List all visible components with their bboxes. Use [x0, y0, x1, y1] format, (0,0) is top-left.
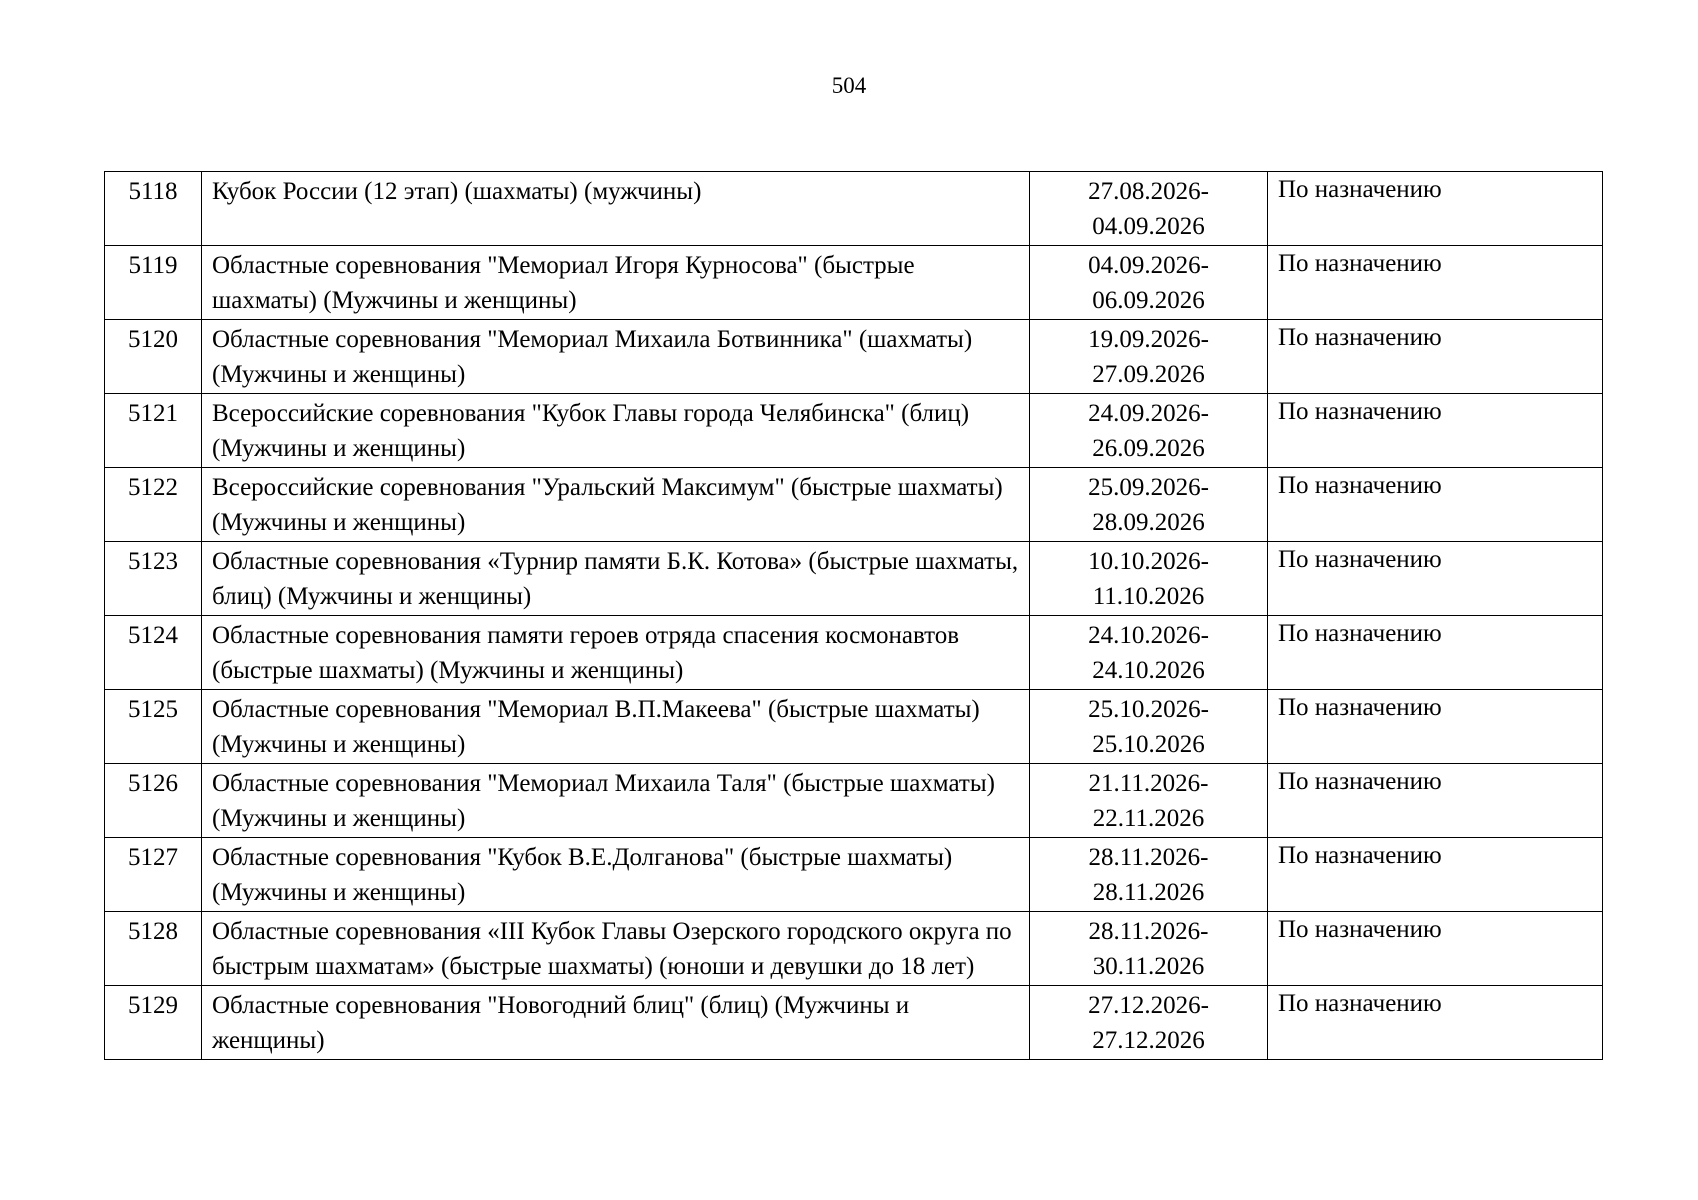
event-responsible: По назначению — [1268, 172, 1603, 246]
event-name: Всероссийские соревнования "Кубок Главы города Челябинска" (блиц) (Мужчины и женщины) — [202, 394, 1030, 468]
date-start: 27.08.2026- — [1088, 178, 1209, 205]
date-end: 24.10.2026 — [1092, 657, 1205, 684]
date-start: 24.10.2026- — [1088, 622, 1209, 649]
event-responsible: По назначению — [1268, 468, 1603, 542]
table-row — [105, 764, 1603, 838]
date-start: 25.09.2026- — [1088, 474, 1209, 501]
event-responsible: По назначению — [1268, 912, 1603, 986]
table-row — [105, 246, 1603, 320]
row-number: 5128 — [105, 912, 202, 986]
event-dates — [1030, 542, 1268, 616]
event-name: Областные соревнования "Новогодний блиц" (блиц) (Мужчины и женщины) — [202, 986, 1030, 1060]
event-responsible: По назначению — [1268, 394, 1603, 468]
event-name: Областные соревнования памяти героев отряда спасения космонавтов (быстрые шахматы) (Мужчины и женщины) — [202, 616, 1030, 690]
date-start: 28.11.2026- — [1088, 918, 1209, 945]
event-dates — [1030, 912, 1268, 986]
event-name: Областные соревнования "Кубок В.Е.Долганова" (быстрые шахматы) (Мужчины и женщины) — [202, 838, 1030, 912]
event-dates — [1030, 764, 1268, 838]
event-responsible: По назначению — [1268, 838, 1603, 912]
event-name: Областные соревнования "Мемориал Михаила Таля" (быстрые шахматы) (Мужчины и женщины) — [202, 764, 1030, 838]
table-row — [105, 394, 1603, 468]
event-name: Областные соревнования "Мемориал Игоря Курносова" (быстрые шахматы) (Мужчины и женщины) — [202, 246, 1030, 320]
row-number: 5120 — [105, 320, 202, 394]
date-end: 06.09.2026 — [1092, 287, 1205, 314]
event-responsible: По назначению — [1268, 320, 1603, 394]
event-dates — [1030, 172, 1268, 246]
date-start: 25.10.2026- — [1088, 696, 1209, 723]
row-number: 5127 — [105, 838, 202, 912]
event-name: Областные соревнования "Мемориал Михаила Ботвинника" (шахматы) (Мужчины и женщины) — [202, 320, 1030, 394]
table-row — [105, 616, 1603, 690]
event-name: Областные соревнования «III Кубок Главы Озерского городского округа по быстрым шахматам» (быстрые шахматы) (юноши и девушки до 18 лет) — [202, 912, 1030, 986]
date-start: 24.09.2026- — [1088, 400, 1209, 427]
row-number: 5124 — [105, 616, 202, 690]
date-end: 11.10.2026 — [1092, 583, 1205, 610]
date-start: 21.11.2026- — [1088, 770, 1209, 797]
date-start: 04.09.2026- — [1088, 252, 1209, 279]
event-dates — [1030, 320, 1268, 394]
date-end: 25.10.2026 — [1092, 731, 1205, 758]
table-row — [105, 986, 1603, 1060]
event-responsible: По назначению — [1268, 246, 1603, 320]
competition-schedule-table — [104, 171, 1603, 1060]
date-end: 27.12.2026 — [1092, 1027, 1205, 1054]
event-responsible: По назначению — [1268, 542, 1603, 616]
date-end: 27.09.2026 — [1092, 361, 1205, 388]
event-name: Областные соревнования «Турнир памяти Б.К. Котова» (быстрые шахматы, блиц) (Мужчины и женщины) — [202, 542, 1030, 616]
row-number: 5126 — [105, 764, 202, 838]
event-dates — [1030, 246, 1268, 320]
table-row — [105, 912, 1603, 986]
date-start: 28.11.2026- — [1088, 844, 1209, 871]
row-number: 5119 — [105, 246, 202, 320]
event-dates — [1030, 468, 1268, 542]
date-end: 30.11.2026 — [1092, 953, 1205, 980]
date-start: 19.09.2026- — [1088, 326, 1209, 353]
date-start: 10.10.2026- — [1088, 548, 1209, 575]
table-row — [105, 542, 1603, 616]
row-number: 5123 — [105, 542, 202, 616]
date-end: 26.09.2026 — [1092, 435, 1205, 462]
date-end: 28.09.2026 — [1092, 509, 1205, 536]
event-name: Областные соревнования "Мемориал В.П.Макеева" (быстрые шахматы) (Мужчины и женщины) — [202, 690, 1030, 764]
event-responsible: По назначению — [1268, 986, 1603, 1060]
row-number: 5121 — [105, 394, 202, 468]
row-number: 5125 — [105, 690, 202, 764]
table-row — [105, 468, 1603, 542]
date-end: 28.11.2026 — [1092, 879, 1205, 906]
event-dates — [1030, 986, 1268, 1060]
date-end: 22.11.2026 — [1092, 805, 1205, 832]
table-row — [105, 172, 1603, 246]
page-number: 504 — [831, 73, 867, 98]
event-responsible: По назначению — [1268, 690, 1603, 764]
table-row — [105, 320, 1603, 394]
table-row — [105, 838, 1603, 912]
event-name: Всероссийские соревнования "Уральский Максимум" (быстрые шахматы) (Мужчины и женщины) — [202, 468, 1030, 542]
event-dates — [1030, 838, 1268, 912]
date-start: 27.12.2026- — [1088, 992, 1209, 1019]
event-name: Кубок России (12 этап) (шахматы) (мужчины) — [202, 172, 1030, 246]
event-responsible: По назначению — [1268, 764, 1603, 838]
event-dates — [1030, 616, 1268, 690]
event-responsible: По назначению — [1268, 616, 1603, 690]
event-dates — [1030, 394, 1268, 468]
row-number: 5122 — [105, 468, 202, 542]
row-number: 5129 — [105, 986, 202, 1060]
row-number: 5118 — [105, 172, 202, 246]
table-row — [105, 690, 1603, 764]
date-end: 04.09.2026 — [1092, 213, 1205, 240]
event-dates — [1030, 690, 1268, 764]
